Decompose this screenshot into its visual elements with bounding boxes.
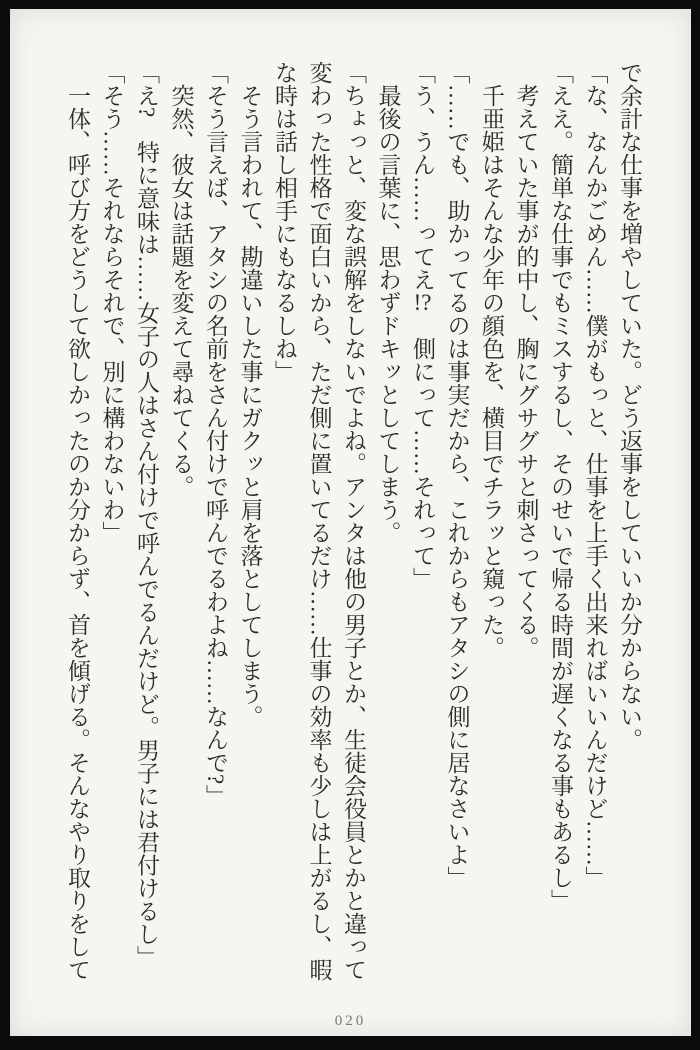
paragraph: 「ちょっと、変な誤解をしないでよね。アンタは他の男子とか、生徒会役員とかと違って変わった性格で面白いから、ただ側に置いてるだけ……仕事の効率も少しは上がるし、暇な時は話し相手にもなるしね」 xyxy=(272,61,366,981)
paragraph: 突然、彼女は話題を変えて尋ねてくる。 xyxy=(168,84,194,498)
paragraph: 「う、うん……ってえ!? 側にって……それって」 xyxy=(410,61,435,590)
paragraph: 「ええ。簡単な仕事でもミスするし、そのせいで帰る時間が遅くなる事もあるし」 xyxy=(548,61,573,912)
paragraph: 一体、呼び方をどうして欲しかったのか分からず、首を傾げる。そんなやり取りをして xyxy=(65,84,90,981)
page-number: 020 xyxy=(334,1013,367,1029)
paragraph: 「……でも、助かってるのは事実だから、これからもアタシの側に居なさいよ」 xyxy=(444,61,470,889)
novel-text-body xyxy=(60,61,647,985)
paragraph: 千亜姫はそんな少年の顔色を、横目でチラッと窺った。 xyxy=(479,84,504,659)
paragraph: 考えていた事が的中し、胸にグサグサと刺さってくる。 xyxy=(513,84,539,659)
paragraph: で余計な仕事を増やしていた。どう返事をしていいか分からない。 xyxy=(617,61,642,751)
paragraph: そう言われて、勘違いした事にガクッと肩を落としてしまう。 xyxy=(237,84,263,728)
tatechuyoko: !? xyxy=(413,291,432,314)
page-surface xyxy=(10,9,691,1036)
paragraph: 「そう……それならそれで、別に構わないわ」 xyxy=(99,61,125,544)
paragraph: 「え? 特に意味は……女子の人はさん付けで呼んでるんだけど。男子には君付けるし」 xyxy=(134,61,159,969)
paragraph: 最後の言葉に、思わずドキッとしてしまう。 xyxy=(375,84,401,544)
paragraph: 「な、なんかごめん……僕がもっと、仕事を上手く出来ればいいんだけど……」 xyxy=(582,61,608,889)
paragraph: 「そう言えば、アタシの名前をさん付けで呼んでるわよね……なんで?」 xyxy=(203,61,228,808)
